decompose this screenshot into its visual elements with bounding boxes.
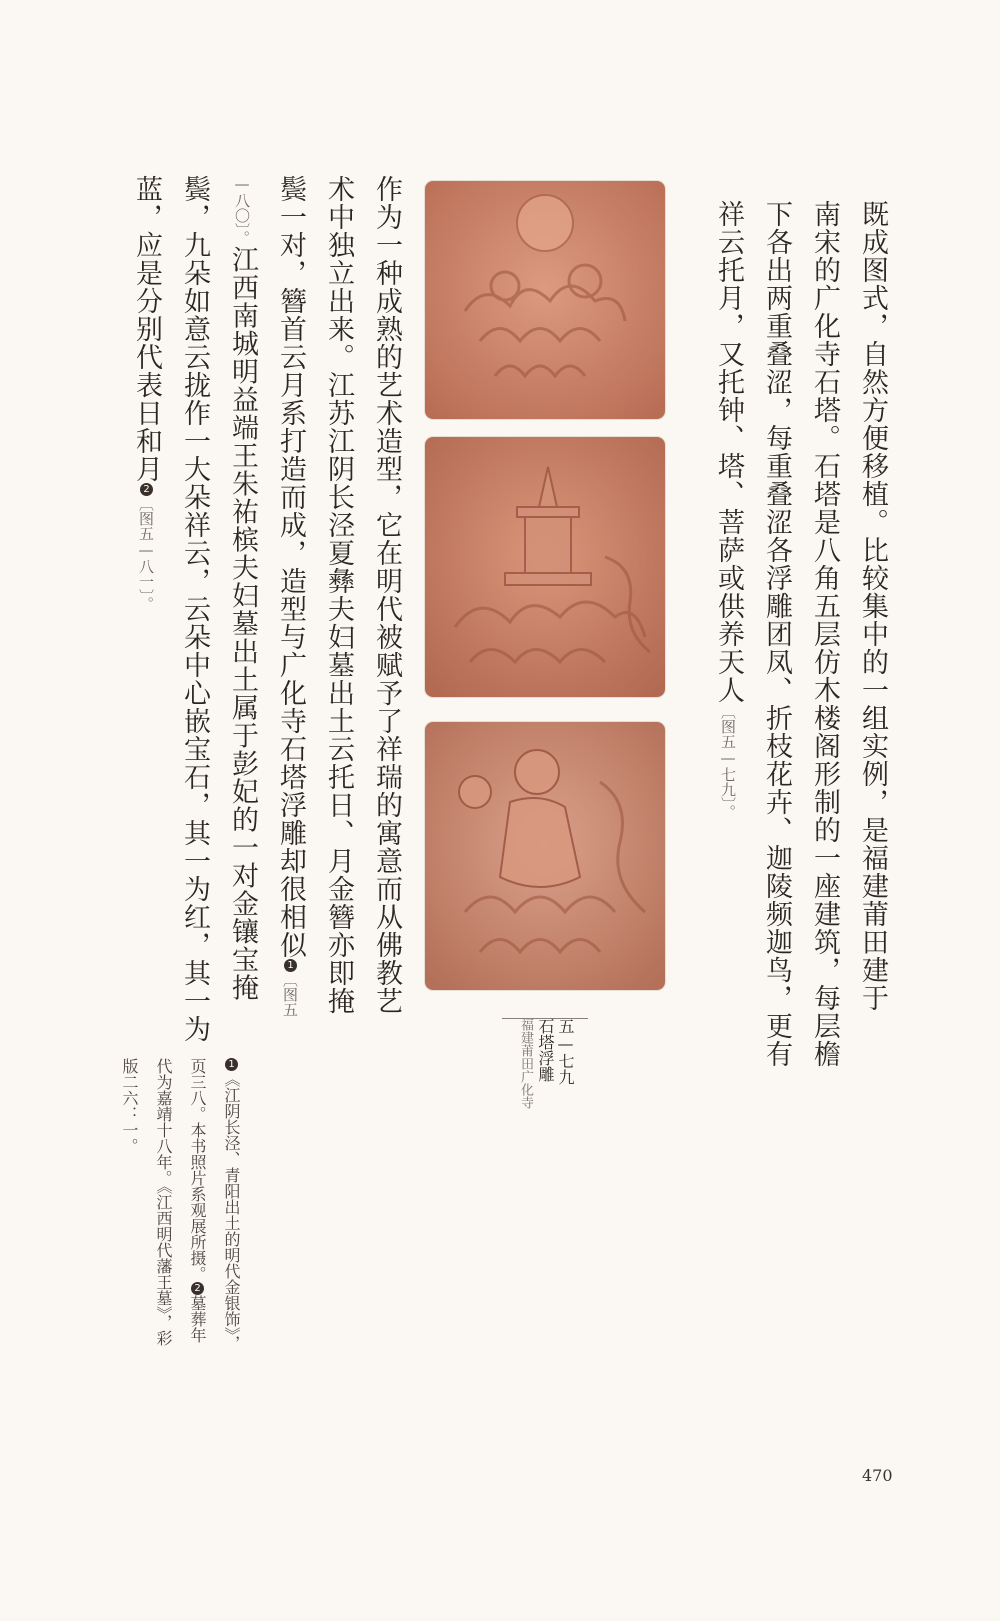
body-text-right-column xyxy=(704,200,896,1068)
caption-number: 五—七九 xyxy=(556,1018,575,1085)
footnote-marker: 1 xyxy=(285,959,296,972)
body-text-left-column xyxy=(122,175,410,1043)
footnote-text: 页三八。本书照片系观展所摄。 xyxy=(188,1058,207,1282)
footnote-text: 《江阴长泾、青阳出土的明代金银饰》， xyxy=(222,1071,241,1351)
text-line: 既成图式，自然方便移植。比较集中的一组实例，是福建莆田建于 xyxy=(857,200,888,1012)
relief-photo-bodhisattva xyxy=(425,722,665,990)
figure-reference: —八〇〕。 xyxy=(233,175,251,246)
figure-reference: 〔图五—八一〕。 xyxy=(137,496,155,612)
footnote-marker: 1 xyxy=(226,1059,237,1070)
text-line: 鬓一对，簪首云月系打造而成，造型与广化寺石塔浮雕却很相似 xyxy=(275,175,306,959)
relief-photo-pagoda xyxy=(425,437,665,697)
page-number: 470 xyxy=(862,1466,893,1485)
relief-photo-moon xyxy=(425,181,665,419)
figure-reference: 〔图五 xyxy=(281,972,299,1017)
text-line: 江西南城明益端王朱祐槟夫妇墓出土属于彭妃的一对金镶宝掩 xyxy=(227,245,258,1002)
footnote-marker: 2 xyxy=(141,483,152,496)
text-line: 南宋的广化寺石塔。石塔是八角五层仿木楼阁形制的一座建筑，每层檐 xyxy=(809,200,840,1068)
footnote-marker: 2 xyxy=(192,1283,203,1294)
figure-caption xyxy=(515,1018,575,1109)
text-line: 祥云托月，又托钟、塔、菩萨或供养天人 xyxy=(713,200,744,704)
figure-reference: 〔图五—七九〕。 xyxy=(719,704,737,820)
caption-location: 福建莆田广化寺 xyxy=(518,1018,533,1109)
text-line: 蓝，应是分别代表日和月 xyxy=(131,175,162,483)
caption-title: 石塔浮雕 xyxy=(536,1018,555,1082)
text-line: 术中独立出来。江苏江阴长泾夏彝夫妇墓出土云托日、月金簪亦即掩 xyxy=(323,175,354,1015)
footnotes xyxy=(112,1058,248,1428)
text-line: 鬓，九朵如意云拢作一大朵祥云，云朵中心嵌宝石，其一为红，其一为 xyxy=(179,175,210,1043)
footnote-text: 墓葬年 xyxy=(188,1295,207,1343)
text-line: 下各出两重叠涩，每重叠涩各浮雕团凤、折枝花卉、迦陵频迦鸟，更有 xyxy=(761,200,792,1068)
text-line: 作为一种成熟的艺术造型，它在明代被赋予了祥瑞的寓意而从佛教艺 xyxy=(371,175,402,1015)
footnote-text: 版二六：一。 xyxy=(120,1058,139,1154)
footnote-text: 代为嘉靖十八年。《江西明代藩王墓》，彩 xyxy=(154,1058,173,1346)
